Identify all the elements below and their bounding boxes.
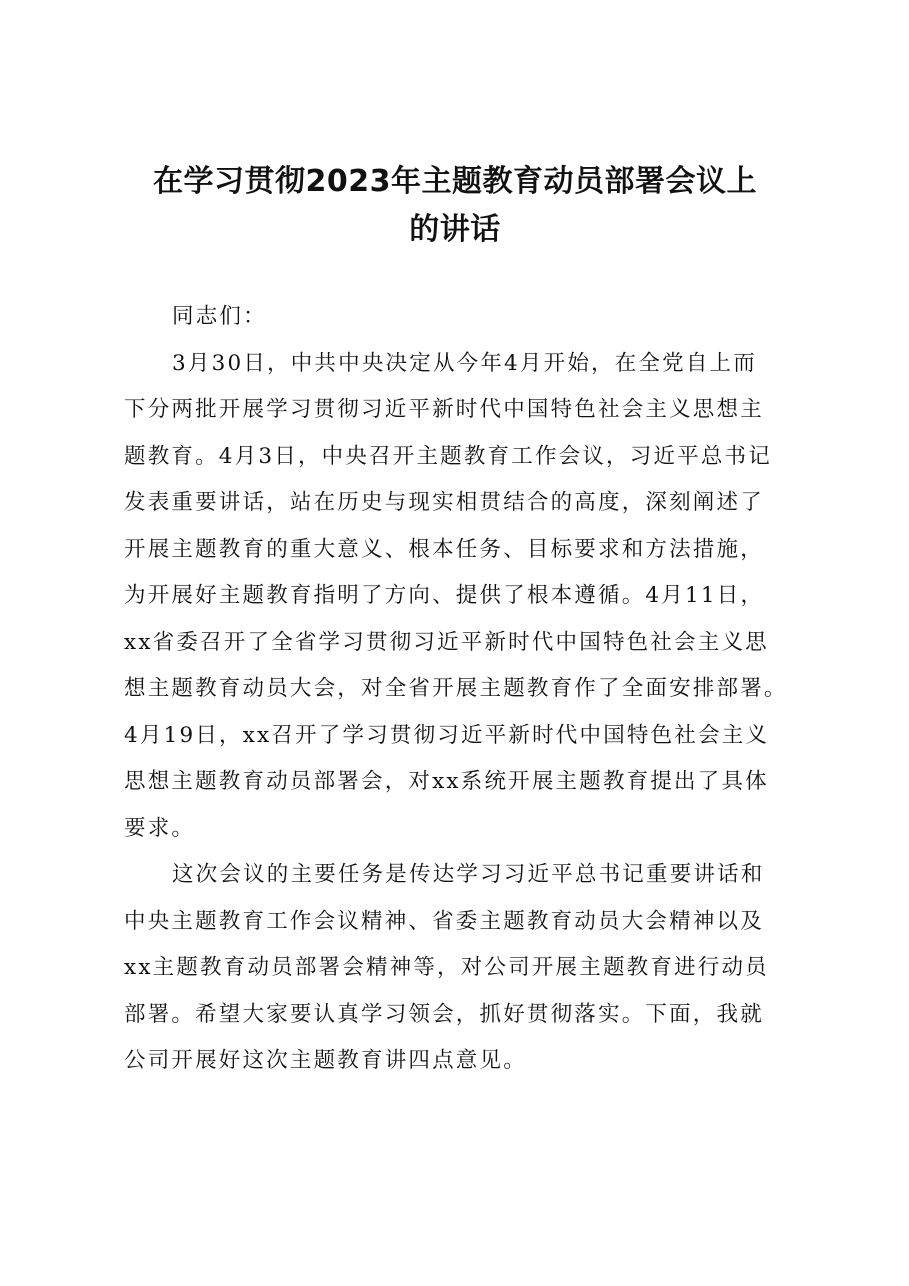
paragraph-line: 下分两批开展学习贯彻习近平新时代中国特色社会主义思想主 — [124, 397, 764, 422]
paragraph-line: 开展主题教育的重大意义、根本任务、目标要求和方法措施， — [124, 536, 764, 562]
paragraph-line: xx主题教育动员部署会精神等，对公司开展主题教育进行动员 — [124, 955, 769, 980]
paragraph-line: 想主题教育动员大会，对全省开展主题教育作了全面安排部署。 — [124, 676, 788, 701]
paragraph-line: 4月19日，xx召开了学习贯彻习近平新时代中国特色社会主义 — [124, 722, 770, 748]
title-line-1: 在学习贯彻2023年主题教育动员部署会议上 — [153, 164, 757, 199]
document-title — [110, 158, 800, 254]
document-body — [124, 294, 796, 1085]
paragraph-line: 发表重要讲话，站在历史与现实相贯结合的高度，深刻阐述了 — [124, 490, 764, 515]
paragraph-line: 为开展好主题教育指明了方向、提供了根本遵循。4月11日， — [124, 583, 765, 608]
paragraph-line: 3月30日，中共中央决定从今年4月开始，在全党自上而 — [172, 350, 757, 376]
paragraph-line: 这次会议的主要任务是传达学习习近平总书记重要讲话和 — [172, 862, 765, 887]
paragraph-line: xx省委召开了全省学习贯彻习近平新时代中国特色社会主义思 — [124, 629, 769, 655]
salutation: 同志们： — [172, 304, 267, 329]
paragraph-line: 要求。 — [124, 815, 196, 841]
paragraph-1 — [124, 341, 796, 853]
paragraph-line: 思想主题教育动员部署会，对xx系统开展主题教育提出了具体 — [124, 769, 769, 794]
paragraph-line: 部署。希望大家要认真学习领会，抓好贯彻落实。下面，我就 — [124, 1001, 764, 1027]
title-line-2: 的讲话 — [409, 212, 501, 247]
paragraph-line: 中央主题教育工作会议精神、省委主题教育动员大会精神以及 — [124, 908, 764, 934]
paragraph-line: 题教育。4月3日，中央召开主题教育工作会议，习近平总书记 — [124, 443, 772, 469]
paragraph-2 — [124, 852, 796, 1085]
paragraph-line: 公司开展好这次主题教育讲四点意见。 — [124, 1048, 527, 1073]
